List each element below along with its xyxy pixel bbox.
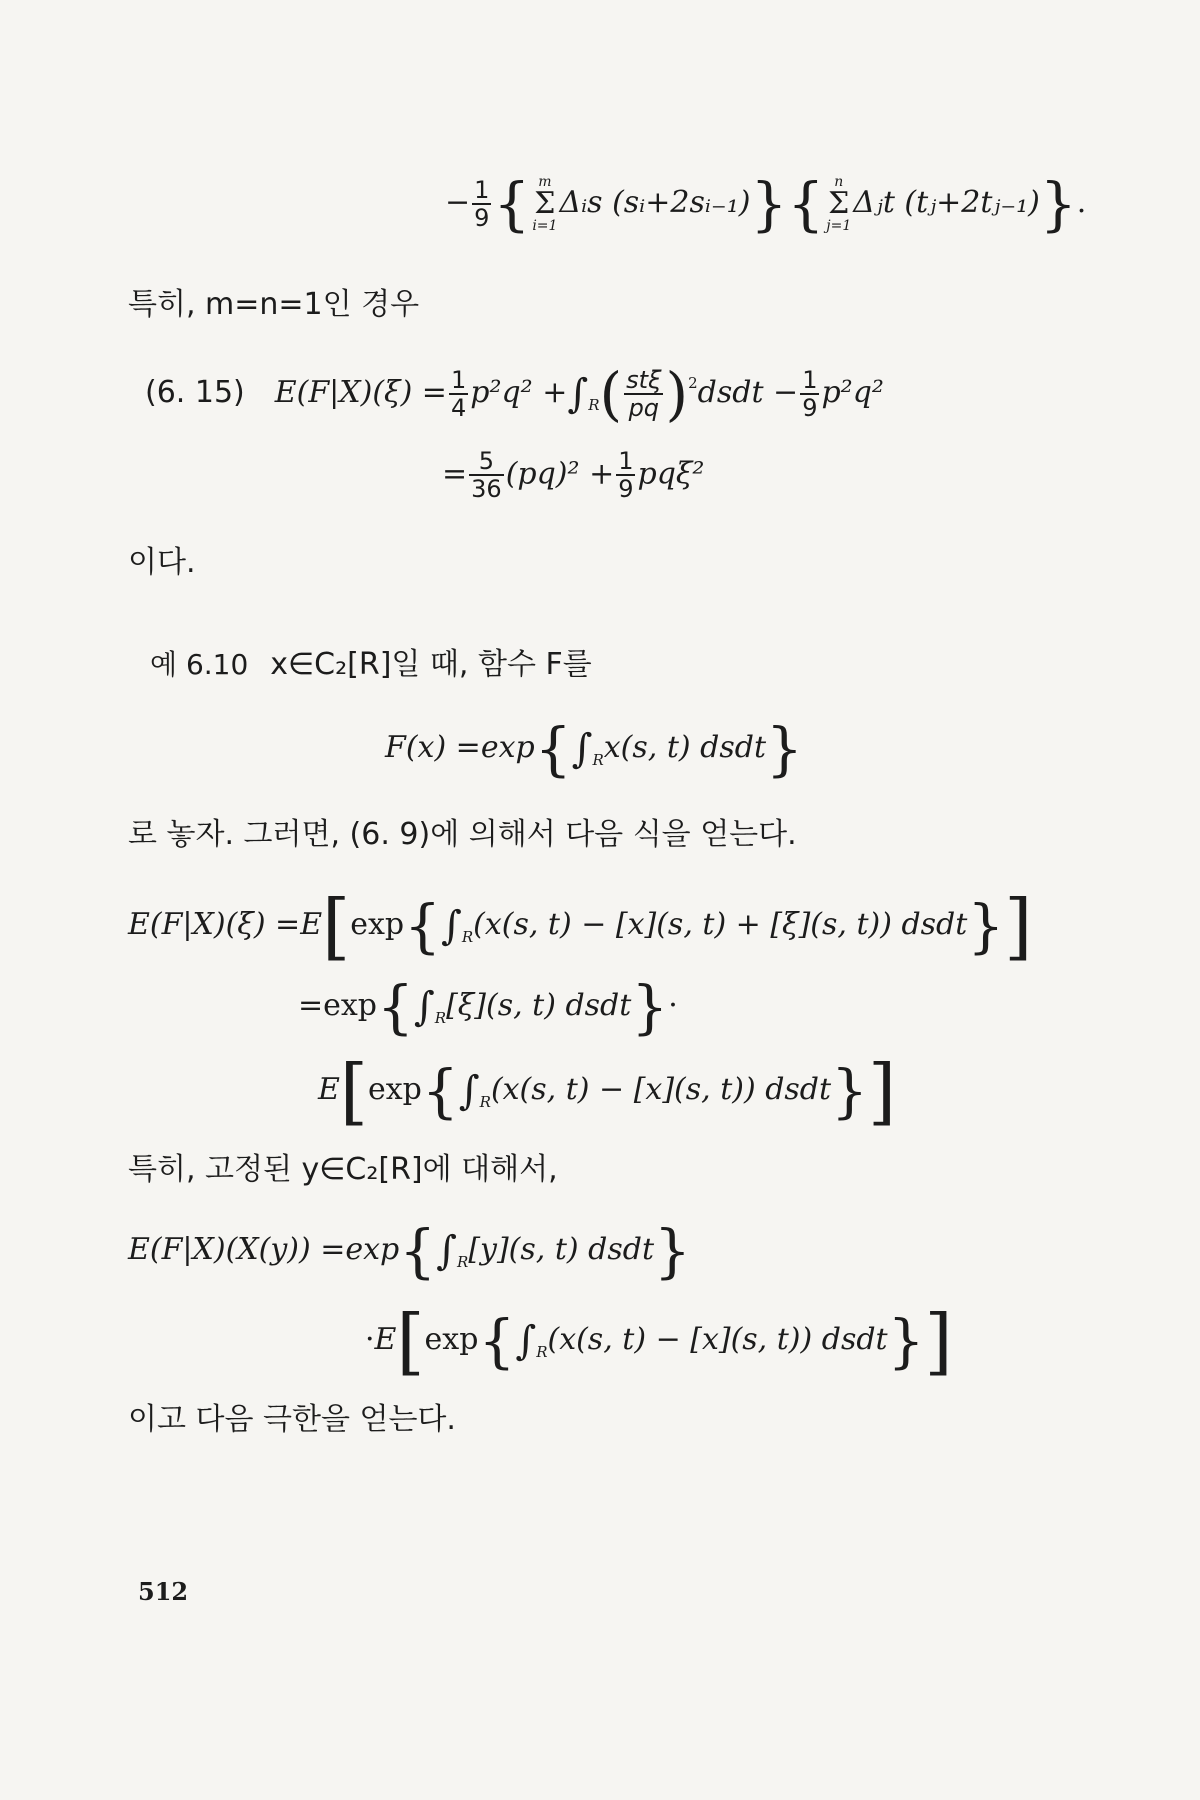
let-text: 로 놓자. 그러면, (6. 9)에 의해서 다음 식을 얻는다. [128,817,797,852]
fraction-one-ninth: $\frac{1}{9}$ [474,175,490,232]
formula-continuation: − $\frac{1}{9}$ { m Σ i=1 Δᵢs (sᵢ+2sᵢ₋₁)}{ n Σ j=1 Δⱼt (tⱼ+2tⱼ₋₁)}. [445,170,1087,238]
page-number: 512 [138,1577,189,1606]
example-heading [150,647,592,682]
equation-number: (6. 15) [145,375,245,410]
conditional-expectation: $E(F|X)(\xi) =E[\exp\{\int_R(x(s$, t) − [x](s, t) + [ξ](s, t)) dsdt}] [128,884,1033,968]
fixed-y-formula-line2: $\cdot E[\exp\{\int_R(x(s$, t) − [x](s, t)) dsdt}] [365,1299,953,1383]
conditional-expectation-line2: $=\exp\{\int_R[\xi](s$, t) dsdt}· [298,973,678,1041]
summation-i: m Σ i=1 [532,174,558,234]
summation-j: n Σ j=1 [826,174,852,234]
special-case-text: 특히, m=n=1인 경우 [128,287,420,322]
sum-i-term: Δᵢs (sᵢ+2sᵢ₋₁) [559,185,751,220]
fixed-y-formula: $E(F|X)(X(y)) =\exp\{\int_R[y](s$, t) dsdt} [128,1217,691,1285]
conditional-expectation-line3: $E[\exp\{\int_R(x(s$, t) − [x](s, t)) dsdt}] [318,1049,897,1133]
integral-sign: ∫ [567,371,589,417]
example-intro: x∈C₂[R]일 때, 함수 F를 [270,647,592,682]
closing-text-1: 이다. [128,545,196,580]
sum-j-term: Δⱼt (tⱼ+2tⱼ₋₁) [853,185,1040,220]
example-label: 예 6.10 [150,648,249,681]
equation-6-15-line2: = $\frac{5}{36}$ (pq)² + $\frac{1}{9}$ pqξ² [442,447,705,504]
equation-6-15: (6. 15) E(F|X)(ξ) = $\frac{1}{4}$ $p^2q^2 +\int_R$( $\frac{\text{stξ}}{pq}$ )$^2$dsdt − $\frac{1}{9}$ p²q² [145,360,884,428]
special-case-2-text: 특히, 고정된 y∈C₂[R]에 대해서, [128,1152,558,1187]
closing-text-2: 이고 다음 극한을 얻는다. [128,1402,456,1437]
definition-F: $F(x) =\exp\{\int_Rx(s$, t) dsdt} [385,715,803,783]
